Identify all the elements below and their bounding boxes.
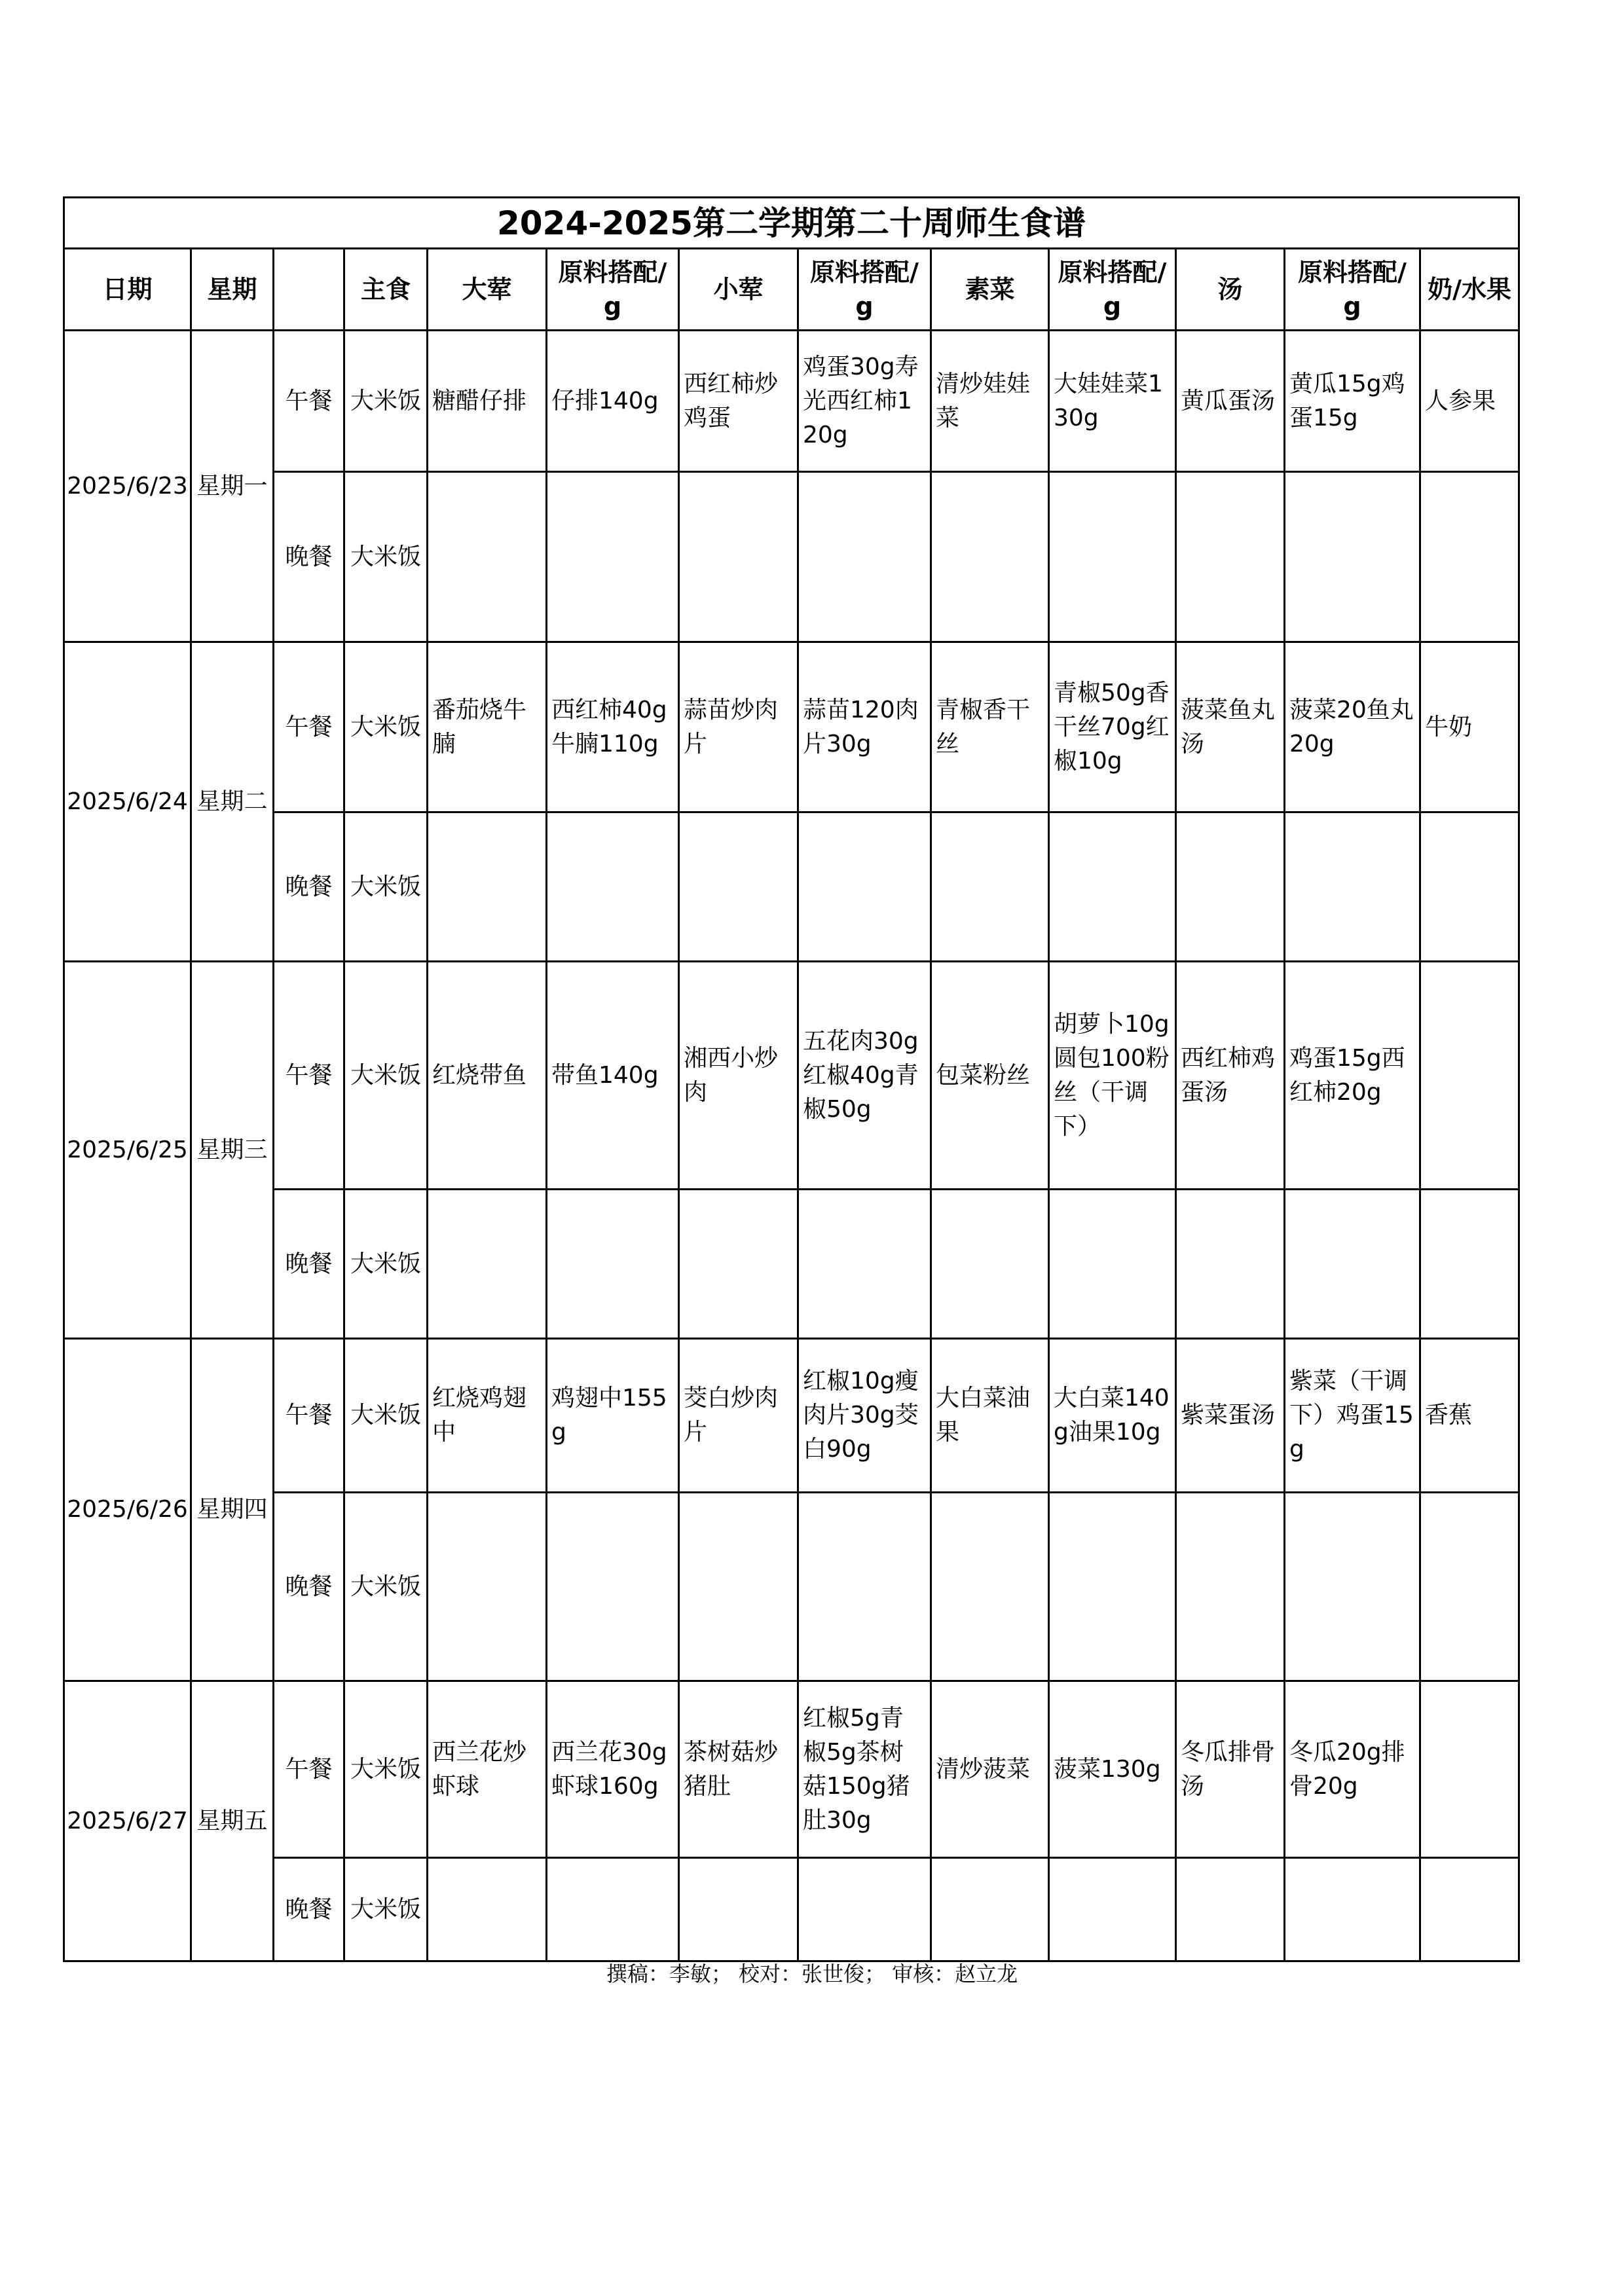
staple-cell: 大米饭	[344, 1858, 428, 1961]
veg-ingredients-cell: 大娃娃菜130g	[1049, 331, 1176, 472]
header-milk-fruit: 奶/水果	[1420, 249, 1519, 331]
meal-cell: 晚餐	[274, 1858, 344, 1961]
header-veg-dish: 素菜	[931, 249, 1049, 331]
side-ingredients-cell: 红椒10g瘦肉片30g茭白90g	[798, 1339, 931, 1493]
weekday-cell: 星期五	[191, 1681, 274, 1961]
table-row	[64, 1190, 1519, 1339]
main-dish-cell: 西兰花炒虾球	[428, 1681, 547, 1858]
staple-cell: 大米饭	[344, 1493, 428, 1681]
header-row	[64, 249, 1519, 331]
veg-ingredients-cell: 青椒50g香干丝70g红椒10g	[1049, 642, 1176, 812]
date-cell: 2025/6/25	[64, 962, 191, 1339]
header-weekday: 星期	[191, 249, 274, 331]
meal-cell: 午餐	[274, 331, 344, 472]
header-soup-ingredients: 原料搭配/g	[1285, 249, 1420, 331]
meal-cell: 午餐	[274, 1681, 344, 1858]
main-ingredients-cell: 西红柿40g牛腩110g	[547, 642, 679, 812]
main-ingredients-cell: 鸡翅中155g	[547, 1339, 679, 1493]
main-ingredients-cell: 带鱼140g	[547, 962, 679, 1190]
side-ingredients-cell: 五花肉30g红椒40g青椒50g	[798, 962, 931, 1190]
header-main-dish: 大荤	[428, 249, 547, 331]
soup-cell: 冬瓜排骨汤	[1176, 1681, 1285, 1858]
table-row	[64, 642, 1519, 812]
menu-table	[63, 196, 1520, 1962]
soup-cell: 菠菜鱼丸汤	[1176, 642, 1285, 812]
staple-cell: 大米饭	[344, 1681, 428, 1858]
soup-ingredients-cell: 黄瓜15g鸡蛋15g	[1285, 331, 1420, 472]
date-cell: 2025/6/26	[64, 1339, 191, 1681]
main-dish-cell: 番茄烧牛腩	[428, 642, 547, 812]
weekday-cell: 星期二	[191, 642, 274, 962]
table-row	[64, 1858, 1519, 1961]
staple-cell: 大米饭	[344, 1190, 428, 1339]
milk-fruit-cell	[1420, 1681, 1519, 1858]
header-veg-ingredients: 原料搭配/g	[1049, 249, 1176, 331]
page-title: 2024-2025第二学期第二十周师生食谱	[64, 198, 1519, 249]
weekday-cell: 星期三	[191, 962, 274, 1339]
side-ingredients-cell: 鸡蛋30g寿光西红柿120g	[798, 331, 931, 472]
staple-cell: 大米饭	[344, 812, 428, 962]
date-cell: 2025/6/23	[64, 331, 191, 642]
soup-ingredients-cell: 鸡蛋15g西红柿20g	[1285, 962, 1420, 1190]
milk-fruit-cell: 牛奶	[1420, 642, 1519, 812]
weekday-cell: 星期一	[191, 331, 274, 642]
side-ingredients-cell: 红椒5g青椒5g茶树菇150g猪肚30g	[798, 1681, 931, 1858]
meal-cell: 晚餐	[274, 812, 344, 962]
meal-cell: 午餐	[274, 962, 344, 1190]
side-dish-cell: 西红柿炒鸡蛋	[679, 331, 798, 472]
veg-dish-cell: 青椒香干丝	[931, 642, 1049, 812]
header-main-ingredients: 原料搭配/g	[547, 249, 679, 331]
side-dish-cell: 茭白炒肉片	[679, 1339, 798, 1493]
side-ingredients-cell: 蒜苗120肉片30g	[798, 642, 931, 812]
main-ingredients-cell: 西兰花30g虾球160g	[547, 1681, 679, 1858]
veg-dish-cell: 清炒娃娃菜	[931, 331, 1049, 472]
meal-cell: 晚餐	[274, 1190, 344, 1339]
header-side-dish: 小荤	[679, 249, 798, 331]
side-dish-cell: 茶树菇炒猪肚	[679, 1681, 798, 1858]
staple-cell: 大米饭	[344, 331, 428, 472]
footer-credits: 撰稿：李敏； 校对：张世俊； 审核：赵立龙	[606, 1961, 1018, 1986]
veg-dish-cell: 包菜粉丝	[931, 962, 1049, 1190]
meal-cell: 晚餐	[274, 1493, 344, 1681]
soup-ingredients-cell: 菠菜20鱼丸20g	[1285, 642, 1420, 812]
veg-ingredients-cell: 胡萝卜10g圆包100粉丝（干调下）	[1049, 962, 1176, 1190]
side-dish-cell: 湘西小炒肉	[679, 962, 798, 1190]
weekday-cell: 星期四	[191, 1339, 274, 1681]
veg-ingredients-cell: 菠菜130g	[1049, 1681, 1176, 1858]
meal-cell: 午餐	[274, 1339, 344, 1493]
main-dish-cell: 红烧鸡翅中	[428, 1339, 547, 1493]
soup-ingredients-cell: 紫菜（干调下）鸡蛋15g	[1285, 1339, 1420, 1493]
soup-cell: 黄瓜蛋汤	[1176, 331, 1285, 472]
veg-dish-cell: 清炒菠菜	[931, 1681, 1049, 1858]
date-cell: 2025/6/24	[64, 642, 191, 962]
staple-cell: 大米饭	[344, 1339, 428, 1493]
table-row	[64, 1493, 1519, 1681]
header-soup: 汤	[1176, 249, 1285, 331]
table-row	[64, 812, 1519, 962]
milk-fruit-cell: 人参果	[1420, 331, 1519, 472]
table-row	[64, 472, 1519, 642]
table-row	[64, 962, 1519, 1190]
header-date: 日期	[64, 249, 191, 331]
milk-fruit-cell	[1420, 962, 1519, 1190]
table-row	[64, 1681, 1519, 1858]
milk-fruit-cell: 香蕉	[1420, 1339, 1519, 1493]
header-staple: 主食	[344, 249, 428, 331]
table-row	[64, 331, 1519, 472]
soup-ingredients-cell: 冬瓜20g排骨20g	[1285, 1681, 1420, 1858]
staple-cell: 大米饭	[344, 472, 428, 642]
soup-cell: 西红柿鸡蛋汤	[1176, 962, 1285, 1190]
header-meal	[274, 249, 344, 331]
meal-cell: 晚餐	[274, 472, 344, 642]
meal-cell: 午餐	[274, 642, 344, 812]
soup-cell: 紫菜蛋汤	[1176, 1339, 1285, 1493]
veg-ingredients-cell: 大白菜140g油果10g	[1049, 1339, 1176, 1493]
main-dish-cell: 红烧带鱼	[428, 962, 547, 1190]
main-dish-cell: 糖醋仔排	[428, 331, 547, 472]
date-cell: 2025/6/27	[64, 1681, 191, 1961]
staple-cell: 大米饭	[344, 642, 428, 812]
staple-cell: 大米饭	[344, 962, 428, 1190]
side-dish-cell: 蒜苗炒肉片	[679, 642, 798, 812]
main-ingredients-cell: 仔排140g	[547, 331, 679, 472]
header-side-ingredients: 原料搭配/g	[798, 249, 931, 331]
table-row	[64, 1339, 1519, 1493]
veg-dish-cell: 大白菜油果	[931, 1339, 1049, 1493]
